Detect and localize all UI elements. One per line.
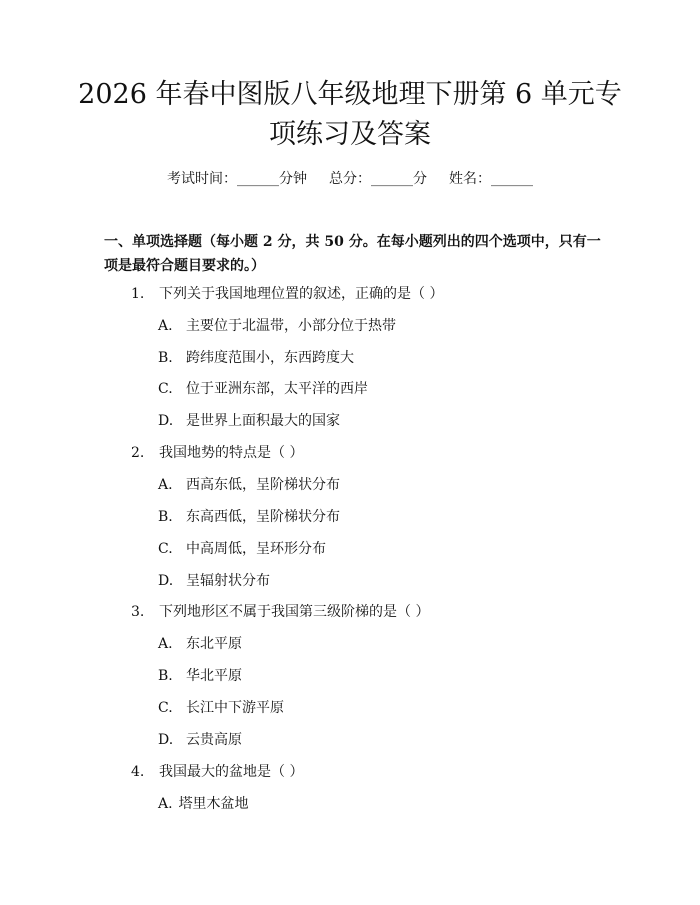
- q2-option-c: [158, 538, 326, 558]
- q1-option-a: [158, 315, 396, 335]
- question-1: [131, 283, 443, 303]
- option-label: A.: [158, 796, 173, 812]
- question-text: 我国地势的特点是（ ）: [159, 445, 304, 461]
- option-label: A.: [158, 477, 173, 493]
- question-3: [131, 601, 429, 621]
- question-number: 4.: [131, 764, 145, 780]
- q2-option-a: [158, 474, 340, 494]
- option-text: 塔里木盆地: [178, 796, 249, 812]
- q1-option-d: [158, 410, 340, 430]
- q2-option-d: [158, 570, 270, 590]
- option-label: D.: [158, 732, 174, 748]
- option-label: C.: [158, 541, 173, 557]
- q3-option-c: [158, 697, 284, 717]
- option-text: 跨纬度范围小，东西跨度大: [186, 350, 354, 366]
- option-label: C.: [158, 381, 173, 397]
- question-text: 下列地形区不属于我国第三级阶梯的是（ ）: [159, 604, 430, 620]
- option-text: 东高西低，呈阶梯状分布: [186, 509, 340, 525]
- option-text: 东北平原: [186, 636, 242, 652]
- option-label: A.: [158, 636, 173, 652]
- question-number: 2.: [131, 445, 145, 461]
- q3-option-a: [158, 633, 242, 653]
- q3-option-d: [158, 729, 242, 749]
- q4-option-a: [158, 793, 249, 813]
- option-text: 中高周低，呈环形分布: [186, 541, 326, 557]
- question-2: [131, 442, 303, 462]
- option-text: 呈辐射状分布: [186, 573, 270, 589]
- question-number: 3.: [131, 604, 145, 620]
- option-text: 主要位于北温带，小部分位于热带: [186, 318, 396, 334]
- question-text: 我国最大的盆地是（ ）: [159, 764, 304, 780]
- option-label: B.: [158, 668, 173, 684]
- question-number: 1.: [131, 286, 145, 302]
- option-label: C.: [158, 700, 173, 716]
- exam-time: 考试时间：______分钟: [167, 171, 307, 187]
- option-text: 云贵高原: [186, 732, 242, 748]
- option-label: A.: [158, 318, 173, 334]
- option-text: 长江中下游平原: [186, 700, 284, 716]
- option-text: 是世界上面积最大的国家: [186, 413, 340, 429]
- section-heading: 一、单项选择题（每小题 2 分，共 50 分。在每小题列出的四个选项中，只有一项是最符合题目要求的。）: [104, 234, 601, 274]
- page-title: [60, 75, 640, 155]
- option-text: 西高东低，呈阶梯状分布: [186, 477, 340, 493]
- option-label: B.: [158, 509, 173, 525]
- title-line-2: 项练习及答案: [269, 119, 431, 150]
- q2-option-b: [158, 506, 340, 526]
- student-name: 姓名：______: [449, 171, 533, 187]
- exam-info: [0, 168, 700, 188]
- question-4: [131, 761, 303, 781]
- option-text: 位于亚洲东部，太平洋的西岸: [186, 381, 368, 397]
- q1-option-b: [158, 347, 354, 367]
- q3-option-b: [158, 665, 242, 685]
- title-line-1: 2026 年春中图版八年级地理下册第 6 单元专: [78, 79, 622, 110]
- total-score: 总分：______分: [329, 171, 427, 187]
- option-label: D.: [158, 573, 174, 589]
- option-label: B.: [158, 350, 173, 366]
- question-text: 下列关于我国地理位置的叙述，正确的是（ ）: [159, 286, 444, 302]
- q1-option-c: [158, 378, 368, 398]
- option-text: 华北平原: [186, 668, 242, 684]
- option-label: D.: [158, 413, 174, 429]
